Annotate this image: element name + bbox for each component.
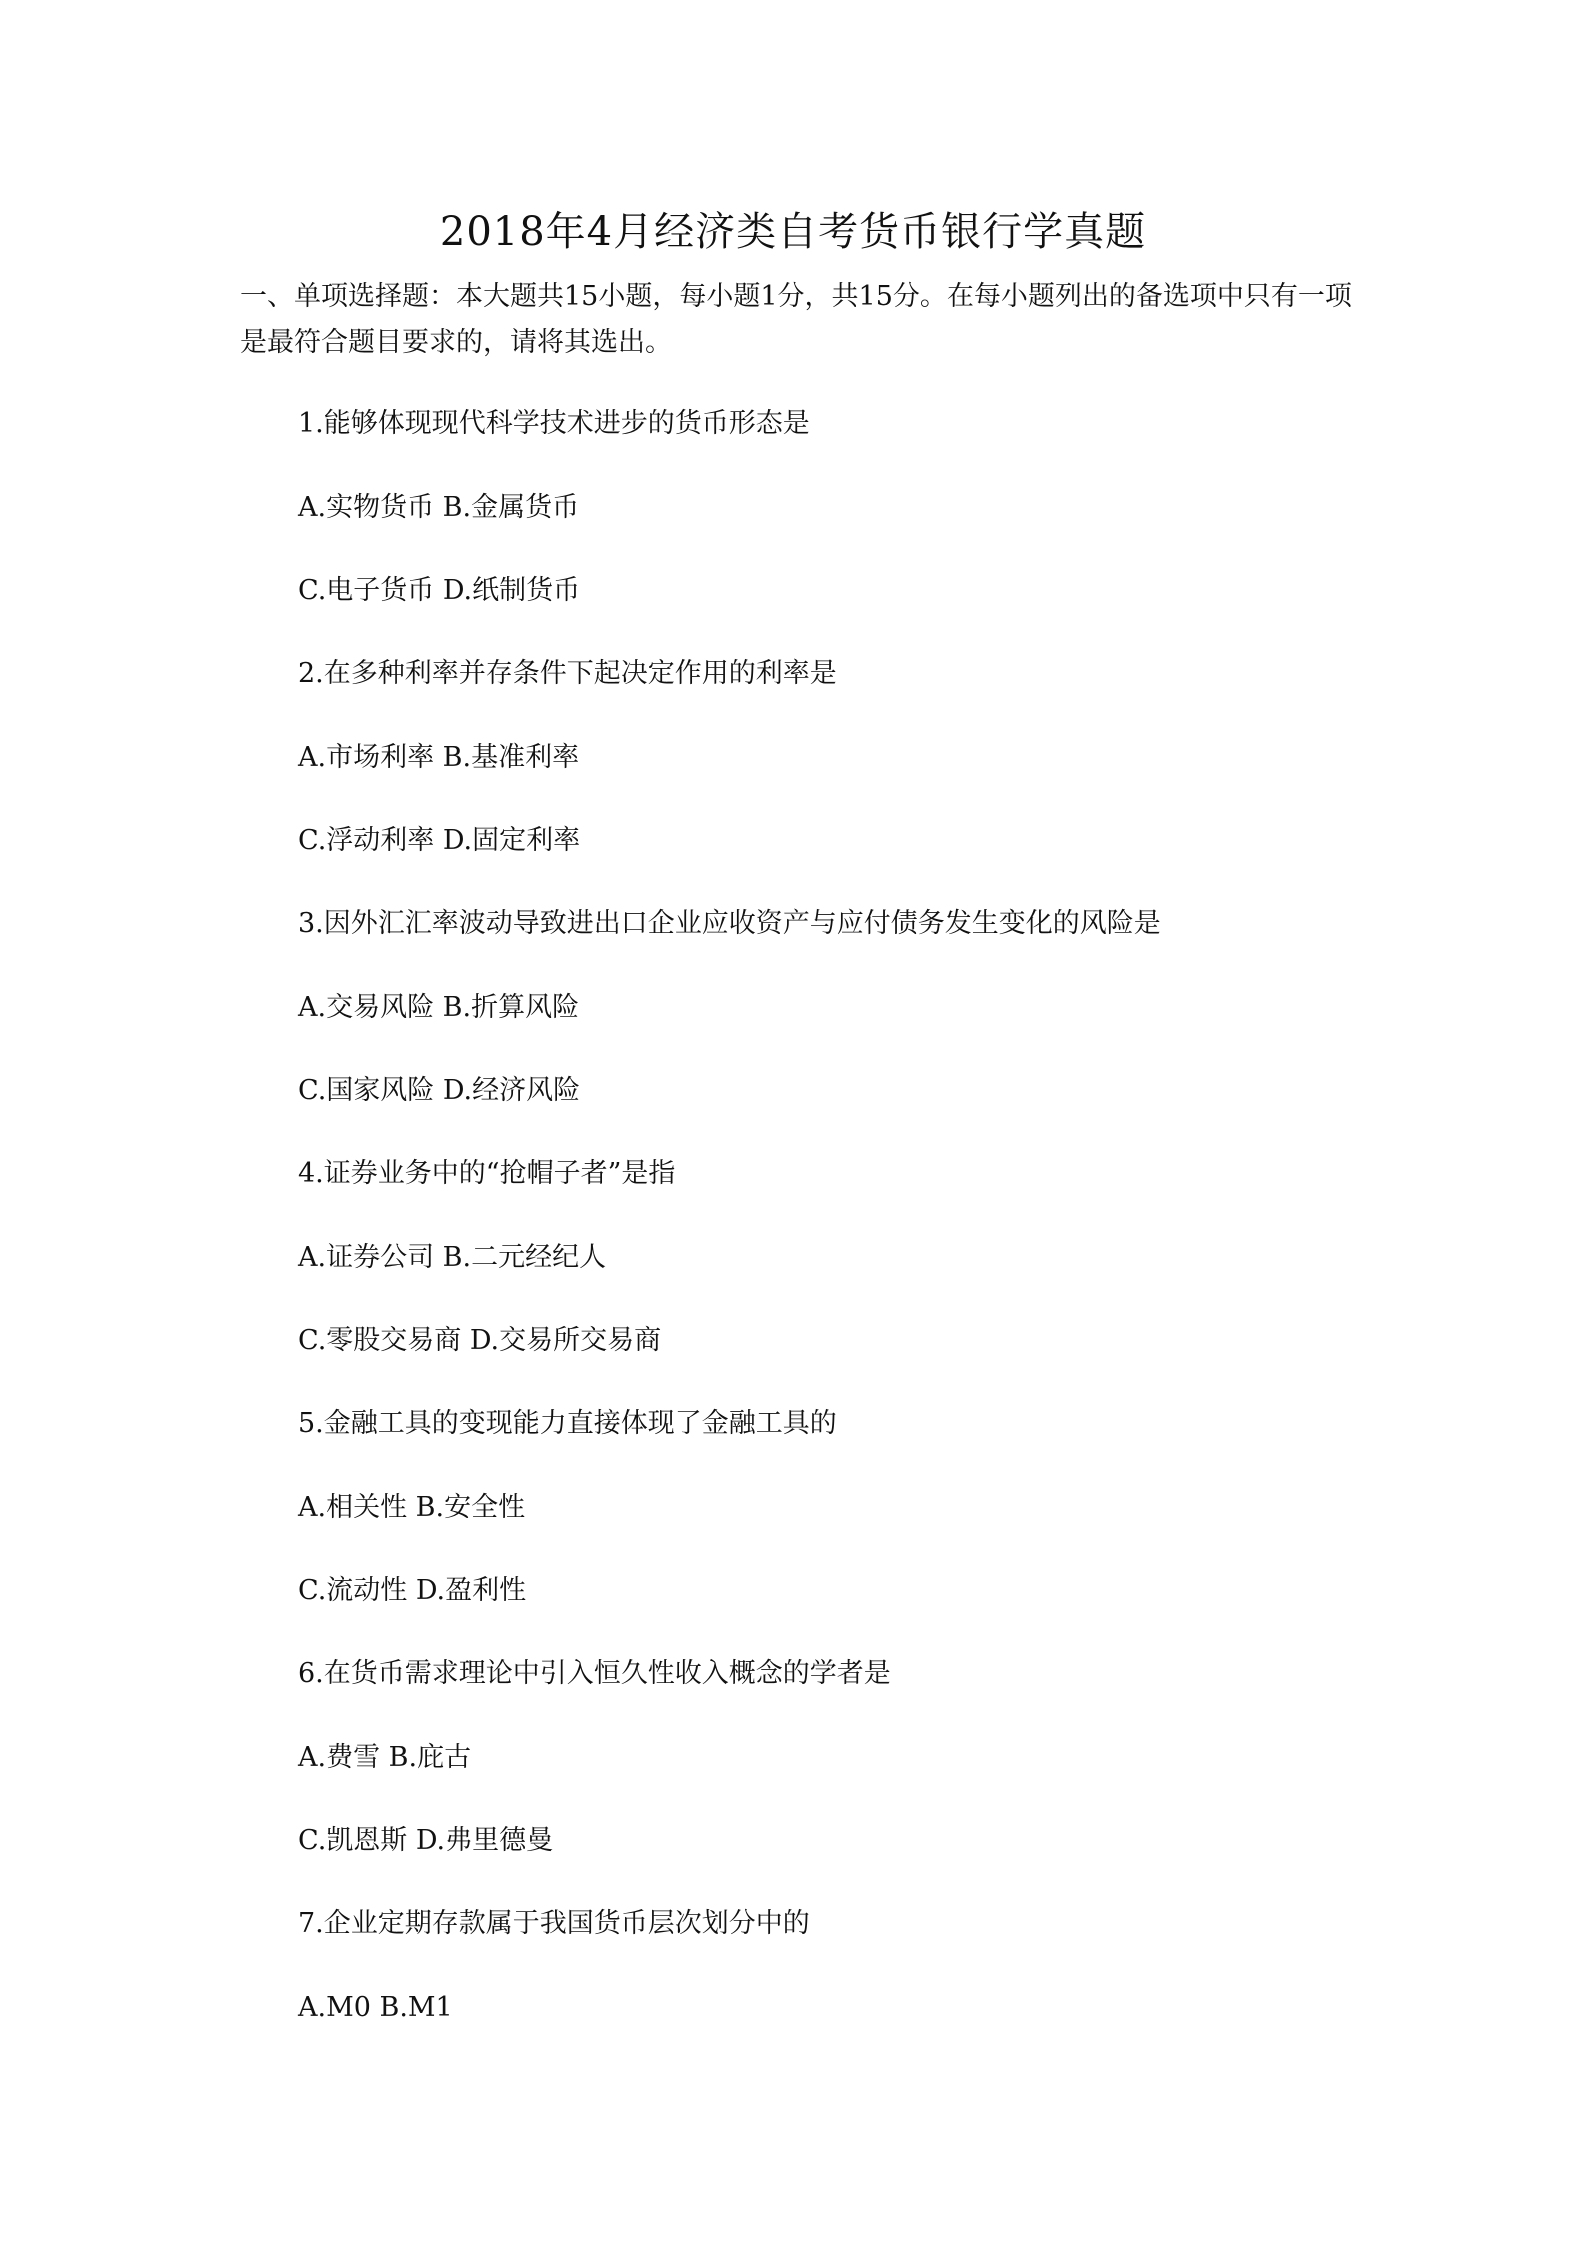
question-text: 2.在多种利率并存条件下起决定作用的利率是	[298, 658, 837, 689]
answer-options: C.电子货币 D.纸制货币	[298, 575, 581, 606]
answer-options: A.实物货币 B.金属货币	[298, 492, 580, 523]
page-title: 2018年4月经济类自考货币银行学真题	[439, 209, 1147, 255]
answer-options: C.流动性 D.盈利性	[298, 1575, 527, 1606]
answer-options: A.交易风险 B.折算风险	[298, 992, 580, 1023]
answer-options: A.费雪 B.庇古	[298, 1742, 472, 1773]
answer-options: C.国家风险 D.经济风险	[298, 1075, 581, 1106]
section-heading: 一、单项选择题：本大题共15小题，每小题1分，共15分。在每小题列出的备选项中只有一项是最符合题目要求的，请将其选出。	[240, 281, 1352, 358]
question-text: 4.证券业务中的“抢帽子者”是指	[298, 1158, 676, 1189]
answer-options: A.M0 B.M1	[298, 1992, 453, 2023]
answer-options: A.证券公司 B.二元经纪人	[298, 1242, 607, 1273]
question-text: 6.在货币需求理论中引入恒久性收入概念的学者是	[298, 1658, 891, 1689]
question-text: 1.能够体现现代科学技术进步的货币形态是	[298, 408, 810, 439]
answer-options: A.相关性 B.安全性	[298, 1492, 526, 1523]
answer-options: C.凯恩斯 D.弗里德曼	[298, 1825, 554, 1856]
answer-options: C.零股交易商 D.交易所交易商	[298, 1325, 662, 1356]
question-text: 3.因外汇汇率波动导致进出口企业应收资产与应付债务发生变化的风险是	[298, 908, 1161, 939]
answer-options: C.浮动利率 D.固定利率	[298, 825, 581, 856]
answer-options: A.市场利率 B.基准利率	[298, 742, 580, 773]
question-text: 5.金融工具的变现能力直接体现了金融工具的	[298, 1408, 837, 1439]
question-text: 7.企业定期存款属于我国货币层次划分中的	[298, 1908, 810, 1939]
